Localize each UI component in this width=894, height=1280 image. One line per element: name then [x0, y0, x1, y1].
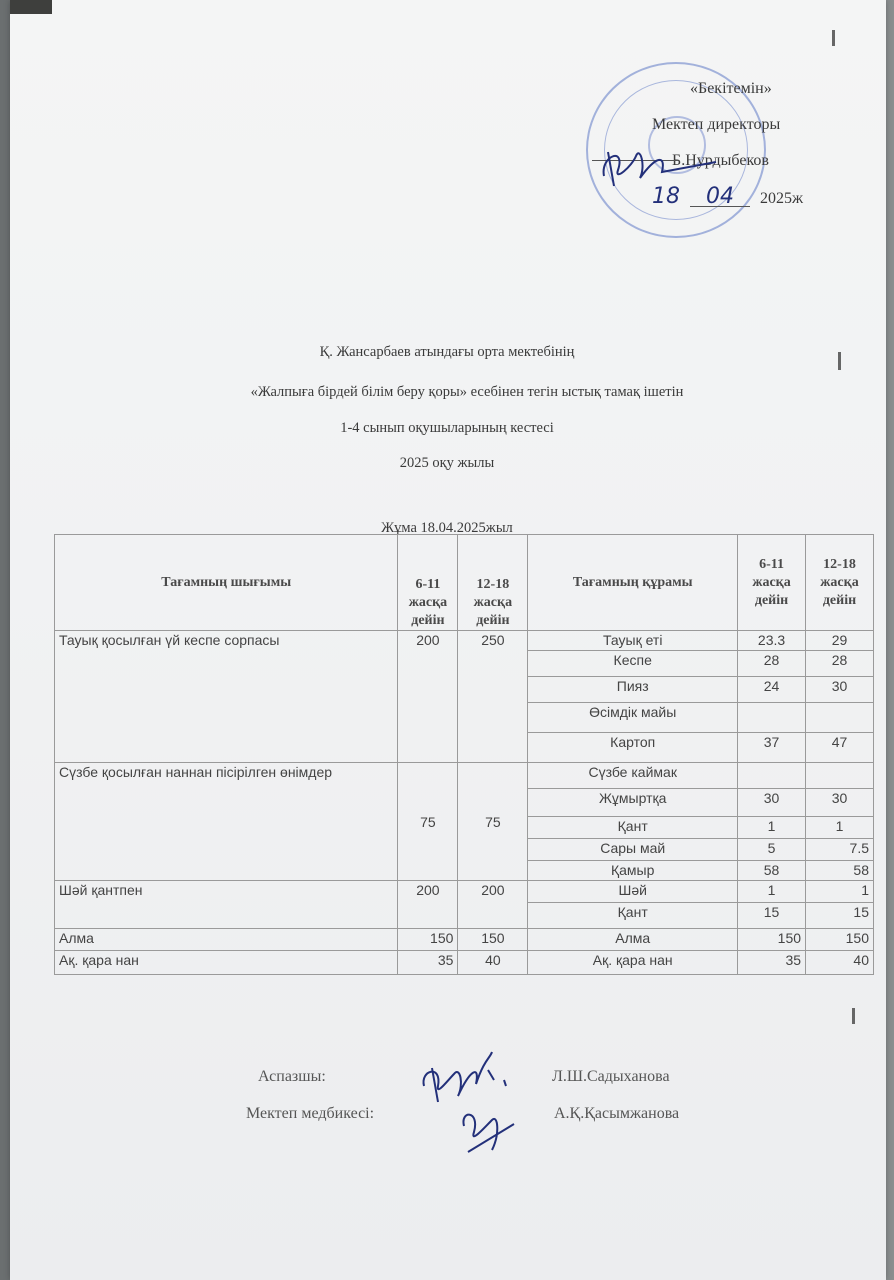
ingredient-name: Сары май [528, 839, 738, 861]
ingredient-qty-b [806, 763, 874, 789]
table-row [55, 951, 874, 975]
header-age-12-18-b: 12-18 жасқа дейін [806, 535, 874, 631]
dish-name: Сүзбе қосылған наннан пісірілген өнімдер [55, 763, 398, 881]
title-line-1: Қ. Жансарбаев атындағы орта мектебінің [319, 344, 575, 360]
table-row [55, 763, 874, 789]
ingredient-qty-b [806, 703, 874, 733]
header-dish-output: Тағамның шығымы [55, 535, 398, 631]
dish-qty-b: 40 [458, 951, 528, 975]
ingredient-qty-a: 1 [738, 817, 806, 839]
approval-year: 2025ж [760, 190, 804, 207]
ingredient-qty-b: 30 [806, 789, 874, 817]
dish-qty-a: 200 [398, 881, 458, 929]
table-row [55, 881, 874, 903]
date-month-handwritten: 04 [706, 184, 734, 209]
ingredient-qty-a: 30 [738, 789, 806, 817]
ingredient-qty-a: 24 [738, 677, 806, 703]
title-line-2: «Жалпыға бірдей білім беру қоры» есебінен тегін ыстық тамақ ішетін [250, 384, 684, 400]
header-age-6-11: 6-11 жасқа дейін [398, 535, 458, 631]
table-row [55, 929, 874, 951]
ingredient-name: Тауық еті [528, 631, 738, 651]
dish-qty-b: 250 [458, 631, 528, 763]
ingredient-qty-a: 35 [738, 951, 806, 975]
nurse-name: А.Қ.Қасымжанова [554, 1105, 680, 1122]
cook-label: Аспазшы: [258, 1068, 326, 1085]
director-signature [596, 126, 776, 226]
ingredient-qty-a [738, 763, 806, 789]
ingredient-name: Ақ. қара нан [528, 951, 738, 975]
ingredient-qty-b: 40 [806, 951, 874, 975]
dish-name: Алма [55, 929, 398, 951]
ingredient-name: Сүзбе каймак [528, 763, 738, 789]
ingredient-qty-b: 28 [806, 651, 874, 677]
ingredient-name: Жұмыртқа [528, 789, 738, 817]
dish-qty-b: 150 [458, 929, 528, 951]
ingredient-qty-a: 1 [738, 881, 806, 903]
ingredient-name: Кеспе [528, 651, 738, 677]
ingredient-qty-a: 5 [738, 839, 806, 861]
ingredient-qty-a: 37 [738, 733, 806, 763]
dish-name: Ақ. қара нан [55, 951, 398, 975]
ingredient-qty-b: 1 [806, 881, 874, 903]
corner-shadow [10, 0, 52, 14]
ingredient-name: Шәй [528, 881, 738, 903]
menu-table [54, 534, 874, 975]
approval-name: Б.Нурдыбеков [672, 152, 769, 169]
table-header-row [55, 535, 874, 631]
dish-name: Шәй қантпен [55, 881, 398, 929]
ingredient-name: Алма [528, 929, 738, 951]
day-heading: Жұма 18.04.2025жыл [381, 520, 513, 536]
ingredient-qty-a: 58 [738, 861, 806, 881]
ingredient-qty-a: 23.3 [738, 631, 806, 651]
ingredient-qty-b: 30 [806, 677, 874, 703]
dish-qty-a: 75 [398, 763, 458, 881]
ingredient-qty-b: 29 [806, 631, 874, 651]
nurse-label: Мектеп медбикесі: [246, 1105, 375, 1122]
cook-name: Л.Ш.Садыханова [552, 1068, 670, 1085]
table-row [55, 631, 874, 651]
ingredient-qty-a: 150 [738, 929, 806, 951]
ingredient-qty-a [738, 703, 806, 733]
title-line-4: 2025 оқу жылы [399, 455, 495, 471]
dish-qty-a: 200 [398, 631, 458, 763]
ingredient-qty-b: 47 [806, 733, 874, 763]
ingredient-name: Қант [528, 817, 738, 839]
dish-qty-a: 150 [398, 929, 458, 951]
background-edge [0, 0, 10, 1280]
margin-mark [832, 30, 835, 46]
ingredient-qty-b: 150 [806, 929, 874, 951]
ingredient-name: Қамыр [528, 861, 738, 881]
ingredient-name: Қант [528, 903, 738, 929]
approval-position: Мектеп директоры [652, 116, 781, 133]
dish-qty-a: 35 [398, 951, 458, 975]
ingredient-qty-a: 15 [738, 903, 806, 929]
approval-label: «Бекітемін» [690, 80, 772, 97]
ingredient-name: Картоп [528, 733, 738, 763]
header-composition: Тағамның құрамы [528, 535, 738, 631]
margin-mark [852, 1008, 855, 1024]
ingredient-qty-b: 15 [806, 903, 874, 929]
ingredient-qty-a: 28 [738, 651, 806, 677]
dish-qty-b: 200 [458, 881, 528, 929]
ingredient-name: Өсімдік майы [528, 703, 738, 733]
title-line-3: 1-4 сынып оқушыларының кестесі [340, 420, 554, 436]
dish-name: Тауық қосылған үй кеспе сорпасы [55, 631, 398, 763]
dish-qty-b: 75 [458, 763, 528, 881]
header-age-12-18: 12-18 жасқа дейін [458, 535, 528, 631]
ingredient-qty-b: 7.5 [806, 839, 874, 861]
cook-signature [418, 1040, 528, 1160]
date-day-handwritten: 18 [652, 184, 680, 209]
ingredient-name: Пияз [528, 677, 738, 703]
margin-mark [838, 352, 841, 370]
ingredient-qty-b: 1 [806, 817, 874, 839]
ingredient-qty-b: 58 [806, 861, 874, 881]
header-age-6-11-b: 6-11 жасқа дейін [738, 535, 806, 631]
